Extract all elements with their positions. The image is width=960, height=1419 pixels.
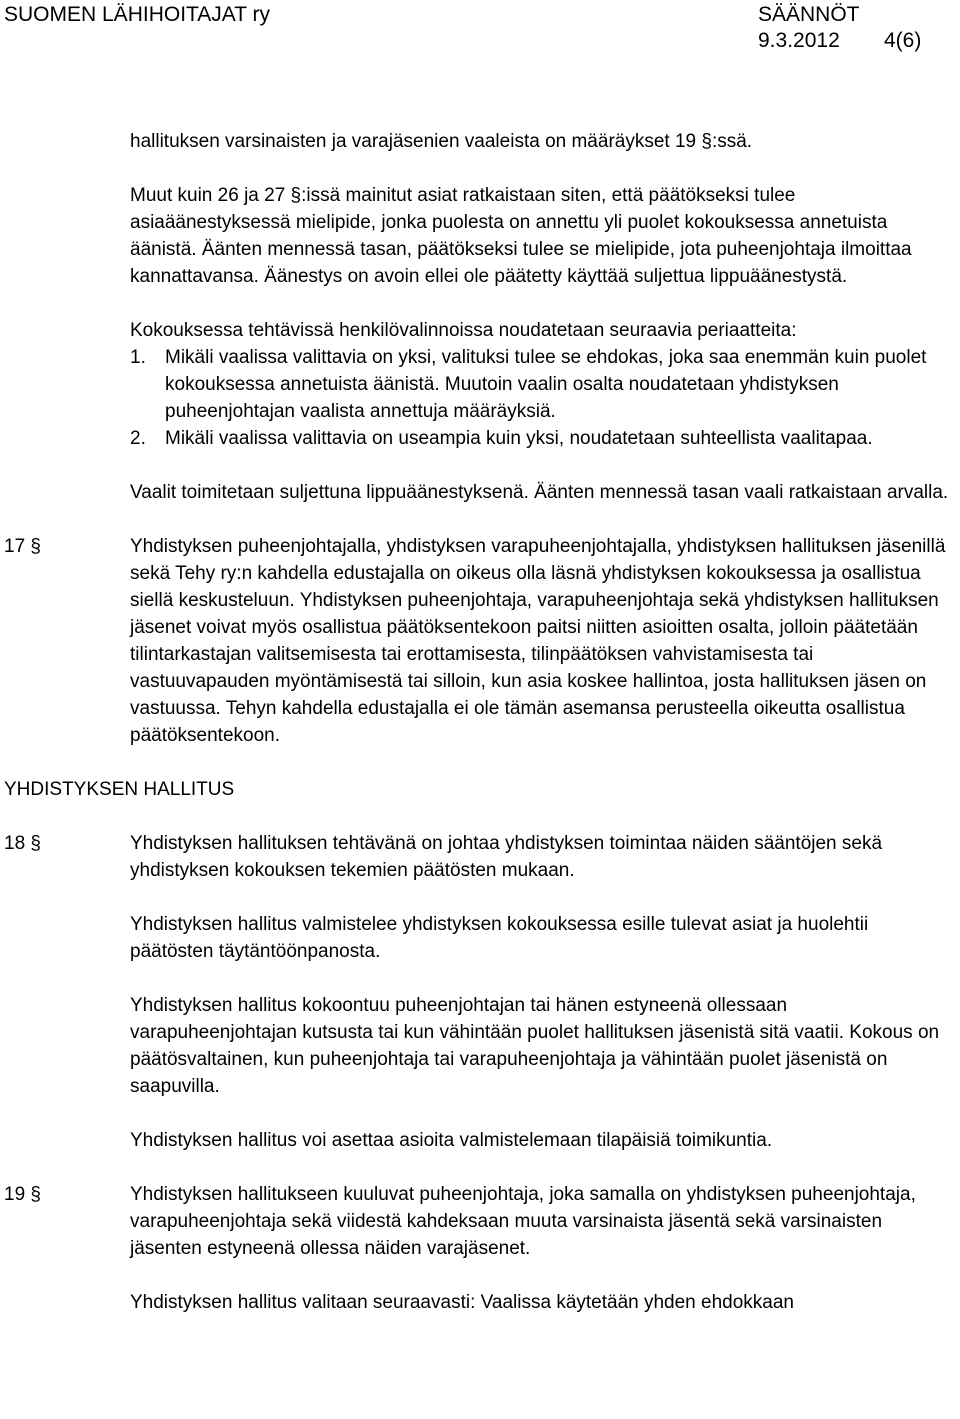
list-number: 1. <box>130 347 146 368</box>
list-item <box>130 425 956 452</box>
page-number: 4(6) <box>884 29 922 52</box>
section-19-paragraph-2: Yhdistyksen hallitus valitaan seuraavasti: Vaalissa käytetään yhden ehdokkaan <box>130 1292 794 1313</box>
document-type: SÄÄNNÖT <box>758 3 860 26</box>
list-text: Mikäli vaalissa valittavia on yksi, valituksi tulee se ehdokas, joka saa enemmän kuin puolet kokouksessa annetuista äänistä. Muutoin vaalin osalta noudatetaan yhdistyksen puheenjohtajan vaalista annettuja määräyksiä. <box>165 347 927 422</box>
list-number: 2. <box>130 428 146 449</box>
paragraph-secret-ballot: Vaalit toimitetaan suljettuna lippuäänestyksenä. Äänten mennessä tasan vaali ratkaistaan arvalla. <box>130 482 949 503</box>
section-number: 19 § <box>4 1184 41 1205</box>
section-number: 18 § <box>4 833 41 854</box>
section-18-paragraph-4: Yhdistyksen hallitus voi asettaa asioita valmistelemaan tilapäisiä toimikuntia. <box>130 1130 773 1151</box>
paragraph-voting: Muut kuin 26 ja 27 §:issä mainitut asiat ratkaistaan siten, että päätökseksi tulee asiaäänestyksessä mielipide, jonka puolesta on annettu yli puolet kokouksessa annetuista äänistä. Äänten mennessä tasan, päätökseksi tulee se mielipide, jota puheenjohtaja ilmoittaa kannattavansa. Äänestys on avoin ellei ole päätetty käyttää suljettua lippuäänestystä. <box>130 185 912 287</box>
list-text: Mikäli vaalissa valittavia on useampia kuin yksi, noudatetaan suhteellista vaalitapaa. <box>165 428 873 449</box>
organization-name: SUOMEN LÄHIHOITAJAT ry <box>4 3 271 26</box>
section-19-paragraph-1: Yhdistyksen hallitukseen kuuluvat puheenjohtaja, joka samalla on yhdistyksen puheenjohtaja, varapuheenjohtaja sekä viidestä kahdeksaan muuta varsinaista jäsentä sekä varsinaisten jäsenten estyneenä ollessa näiden varajäsenet. <box>130 1184 916 1259</box>
section-19 <box>0 1181 960 1262</box>
page-header <box>0 0 960 56</box>
section-17-text: Yhdistyksen puheenjohtajalla, yhdistyksen varapuheenjohtajalla, yhdistyksen hallituksen jäsenillä sekä Tehy ry:n kahdella edustajalla on oikeus olla läsnä yhdistyksen kokouksessa ja osallistua siellä keskusteluun. Yhdistyksen puheenjohtaja, varapuheenjohtaja sekä yhdistyksen hallituksen jäsenet voivat myös osallistua päätöksentekoon paitsi niitten asioitten osalta, jolloin päätetään tilintarkastajan valitsemisesta tai erottamisesta, tilinpäätöksen vahvistamisesta tai vastuuvapauden myöntämisestä tai silloin, kun asia koskee hallintoa, josta hallituksen jäsen on vastuussa. Tehyn kahdella edustajalla ei ole tämän asemansa perusteella oikeutta osallistua päätöksentekoon. <box>130 536 946 746</box>
section-number: 17 § <box>4 536 41 557</box>
paragraph-intro: hallituksen varsinaisten ja varajäsenien vaaleista on määräykset 19 §:ssä. <box>130 131 753 152</box>
section-18-paragraph-1: Yhdistyksen hallituksen tehtävänä on johtaa yhdistyksen toimintaa näiden sääntöjen sekä yhdistyksen kokouksen tekemien päätösten mukaan. <box>130 833 883 881</box>
document-body <box>0 128 960 1316</box>
list-item <box>130 344 956 425</box>
section-18-paragraph-2: Yhdistyksen hallitus valmistelee yhdistyksen kokouksessa esille tulevat asiat ja huolehtii päätösten täytäntöönpanosta. <box>130 914 869 962</box>
heading-board: YHDISTYKSEN HALLITUS <box>4 779 235 800</box>
section-18 <box>0 830 960 884</box>
paragraph-elections-intro: Kokouksessa tehtävissä henkilövalinnoissa noudatetaan seuraavia periaatteita: <box>130 320 797 341</box>
section-17 <box>0 533 960 749</box>
section-18-paragraph-3: Yhdistyksen hallitus kokoontuu puheenjohtajan tai hänen estyneenä ollessaan varapuheenjohtajan kutsusta tai kun vähintään puolet hallituksen jäsenistä sitä vaatii. Kokous on päätösvaltainen, kun puheenjohtaja tai varapuheenjohtaja ja vähintään puolet jäsenistä on saapuvilla. <box>130 995 940 1097</box>
document-date: 9.3.2012 <box>758 29 840 52</box>
